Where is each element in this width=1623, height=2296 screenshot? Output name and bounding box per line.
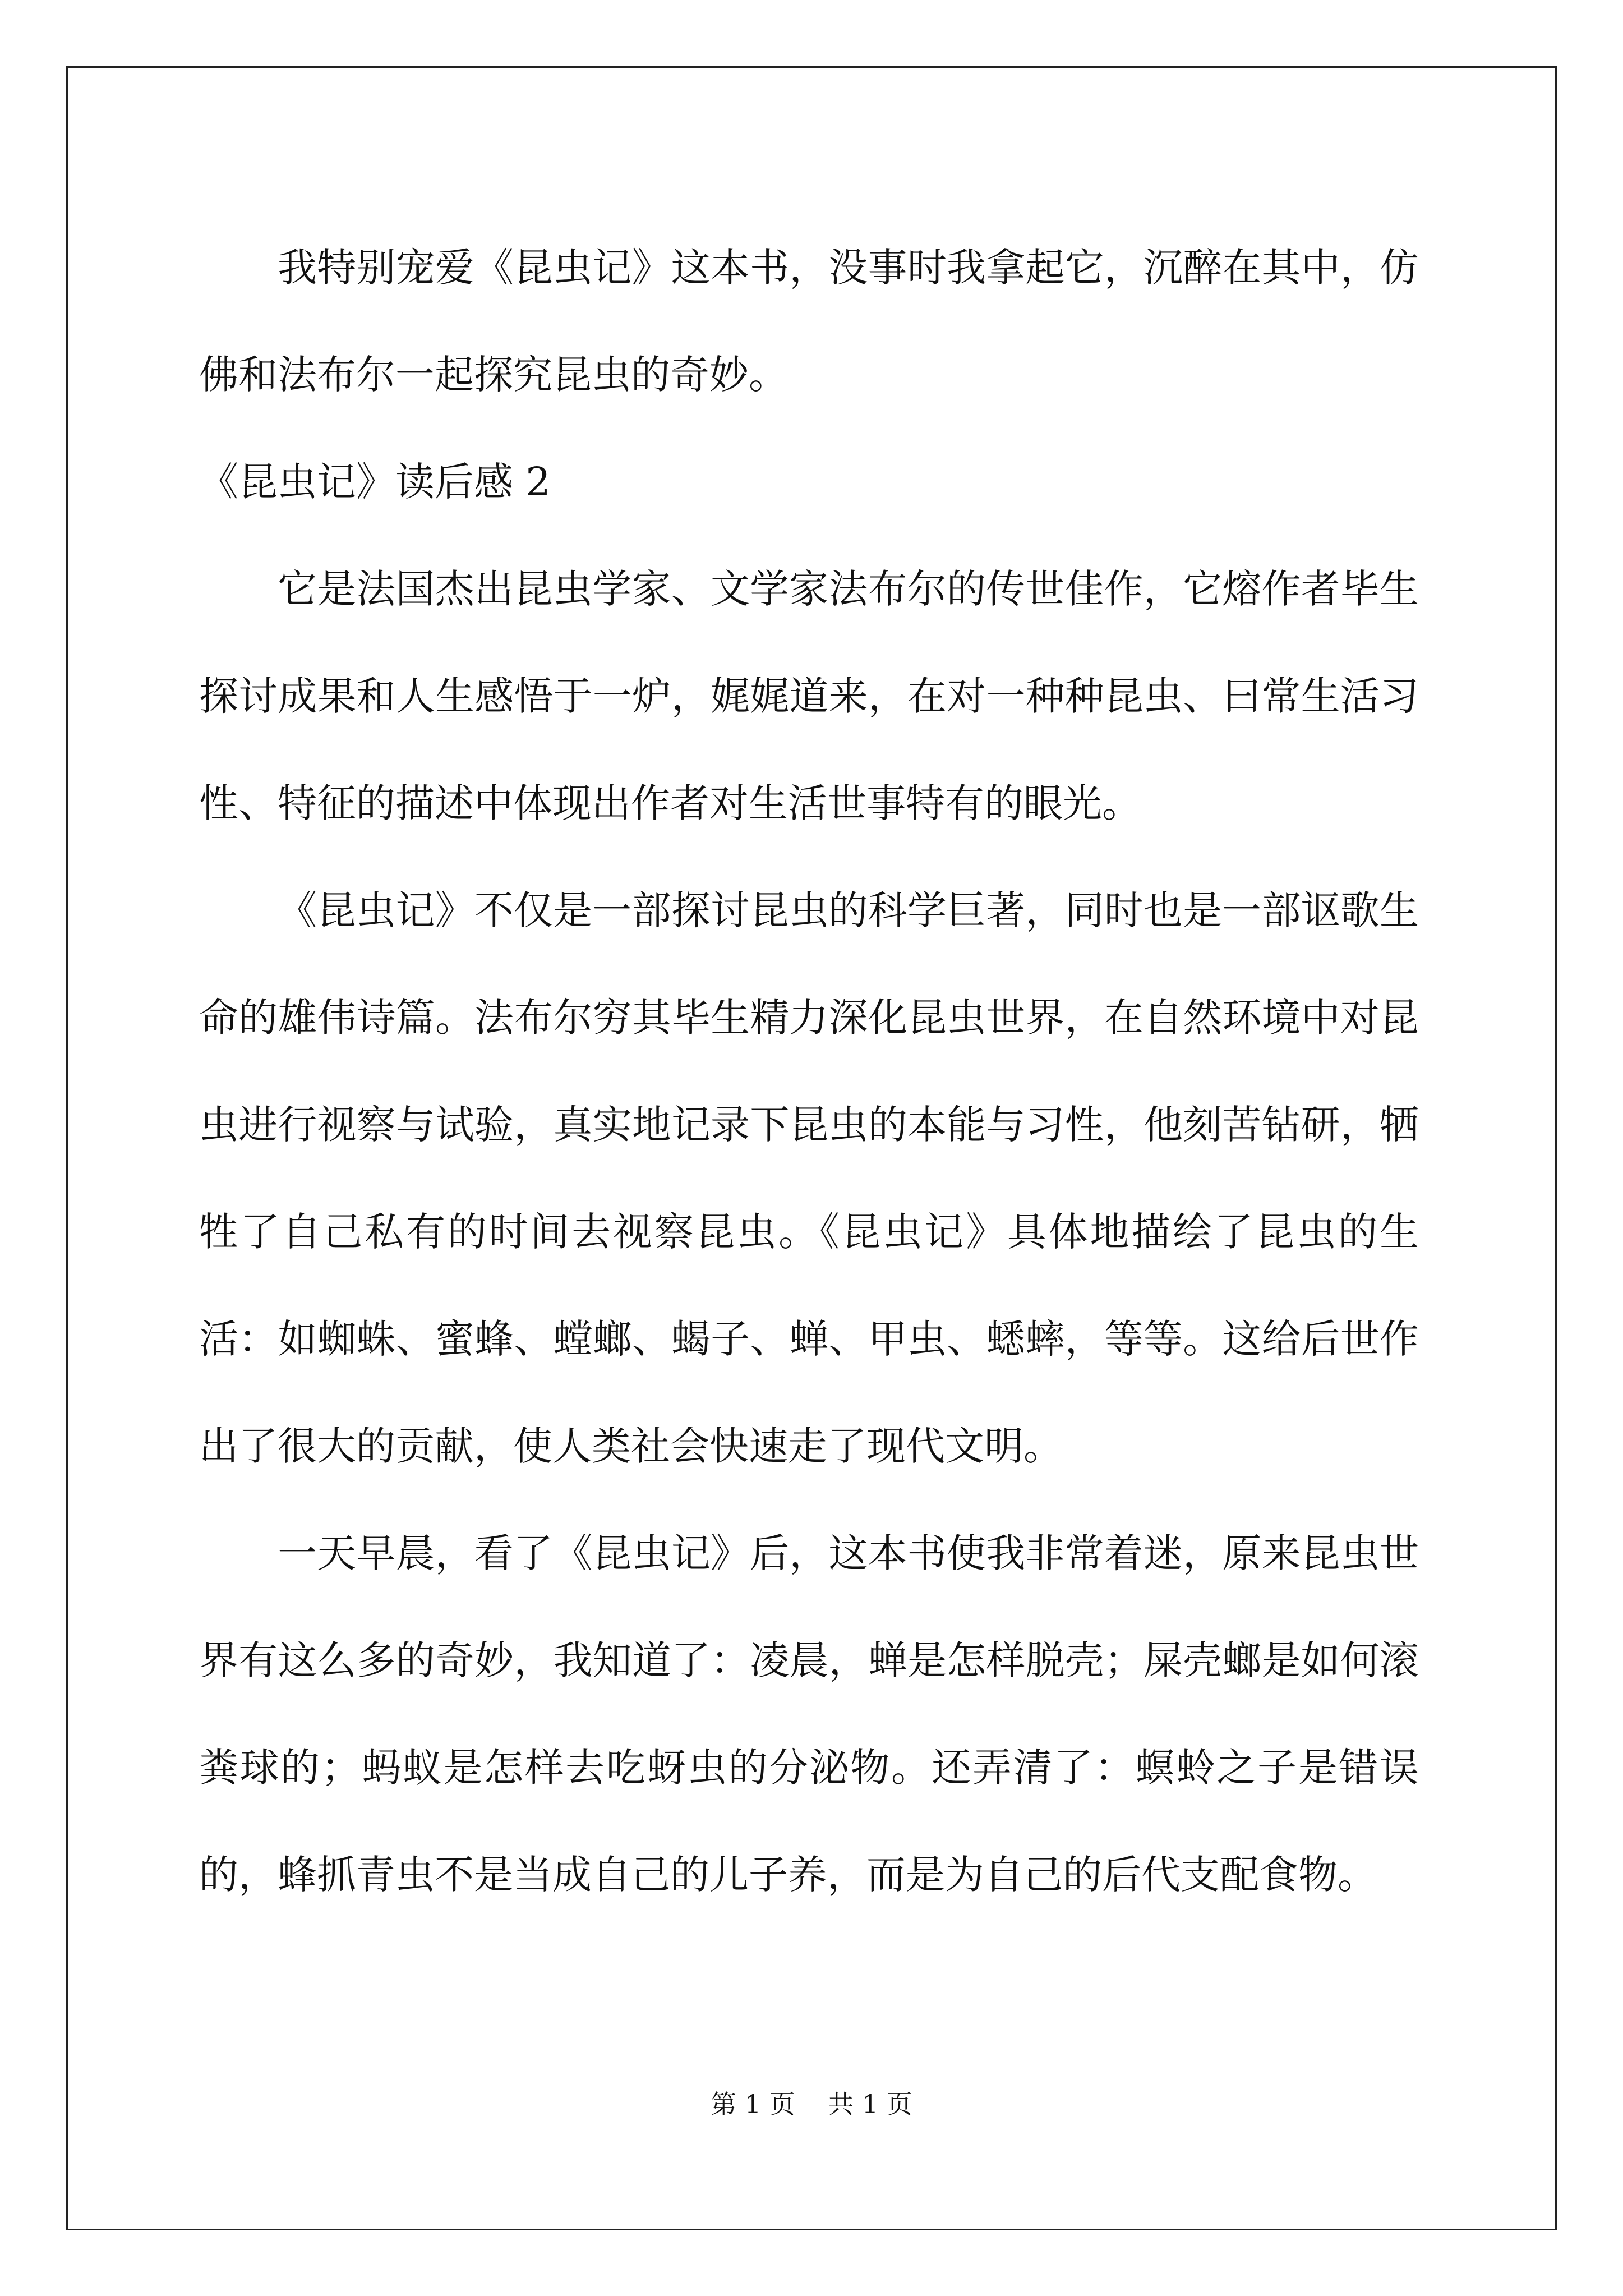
paragraph-1: 它是法国杰出昆虫学家、文学家法布尔的传世佳作，它熔作者毕生探讨成果和人生感悟于一炉，娓娓道来，在对一种种昆虫、曰常生活习性、特征的描述中体现出作者对生活世事特有的眼光。 — [199, 566, 1419, 826]
document-body — [199, 214, 1419, 1929]
paragraph-3: 一天早晨，看了《昆虫记》后，这本书使我非常着迷，原来昆虫世界有这么多的奇妙，我知道了：凌晨，蝉是怎样脱壳；屎壳螂是如何滚粪球的；蚂蚁是怎样去吃蚜虫的分泌物。还弄清了：螟蛉之子是错误的，蜂抓青虫不是当成自己的儿子养，而是为自己的后代支配食物。 — [199, 1530, 1419, 1898]
paragraph-2: 《昆虫记》不仅是一部探讨昆虫的科学巨著，同时也是一部讴歌生命的雄伟诗篇。法布尔穷其毕生精力深化昆虫世界，在自然环境中对昆虫进行视察与试验，真实地记录下昆虫的本能与习性，他刻苦钻研，牺牲了自己私有的时间去视察昆虫。《昆虫记》具体地描绘了昆虫的生活：如蜘蛛、蜜蜂、螳螂、蝎子、蝉、甲虫、蟋蟀，等等。这给后世作出了很大的贡献，使人类社会快速走了现代文明。 — [199, 887, 1419, 1469]
page-number: 第 1 页 — [711, 2089, 795, 2119]
paragraph-intro: 我特别宠爱《昆虫记》这本书，没事时我拿起它，沉醉在其中，仿佛和法布尔一起探究昆虫的奇妙。 — [199, 245, 1419, 398]
page-footer — [0, 2084, 1623, 2121]
page-total: 共 1 页 — [828, 2089, 912, 2119]
section-heading: 《昆虫记》读后感 2 — [199, 459, 551, 505]
